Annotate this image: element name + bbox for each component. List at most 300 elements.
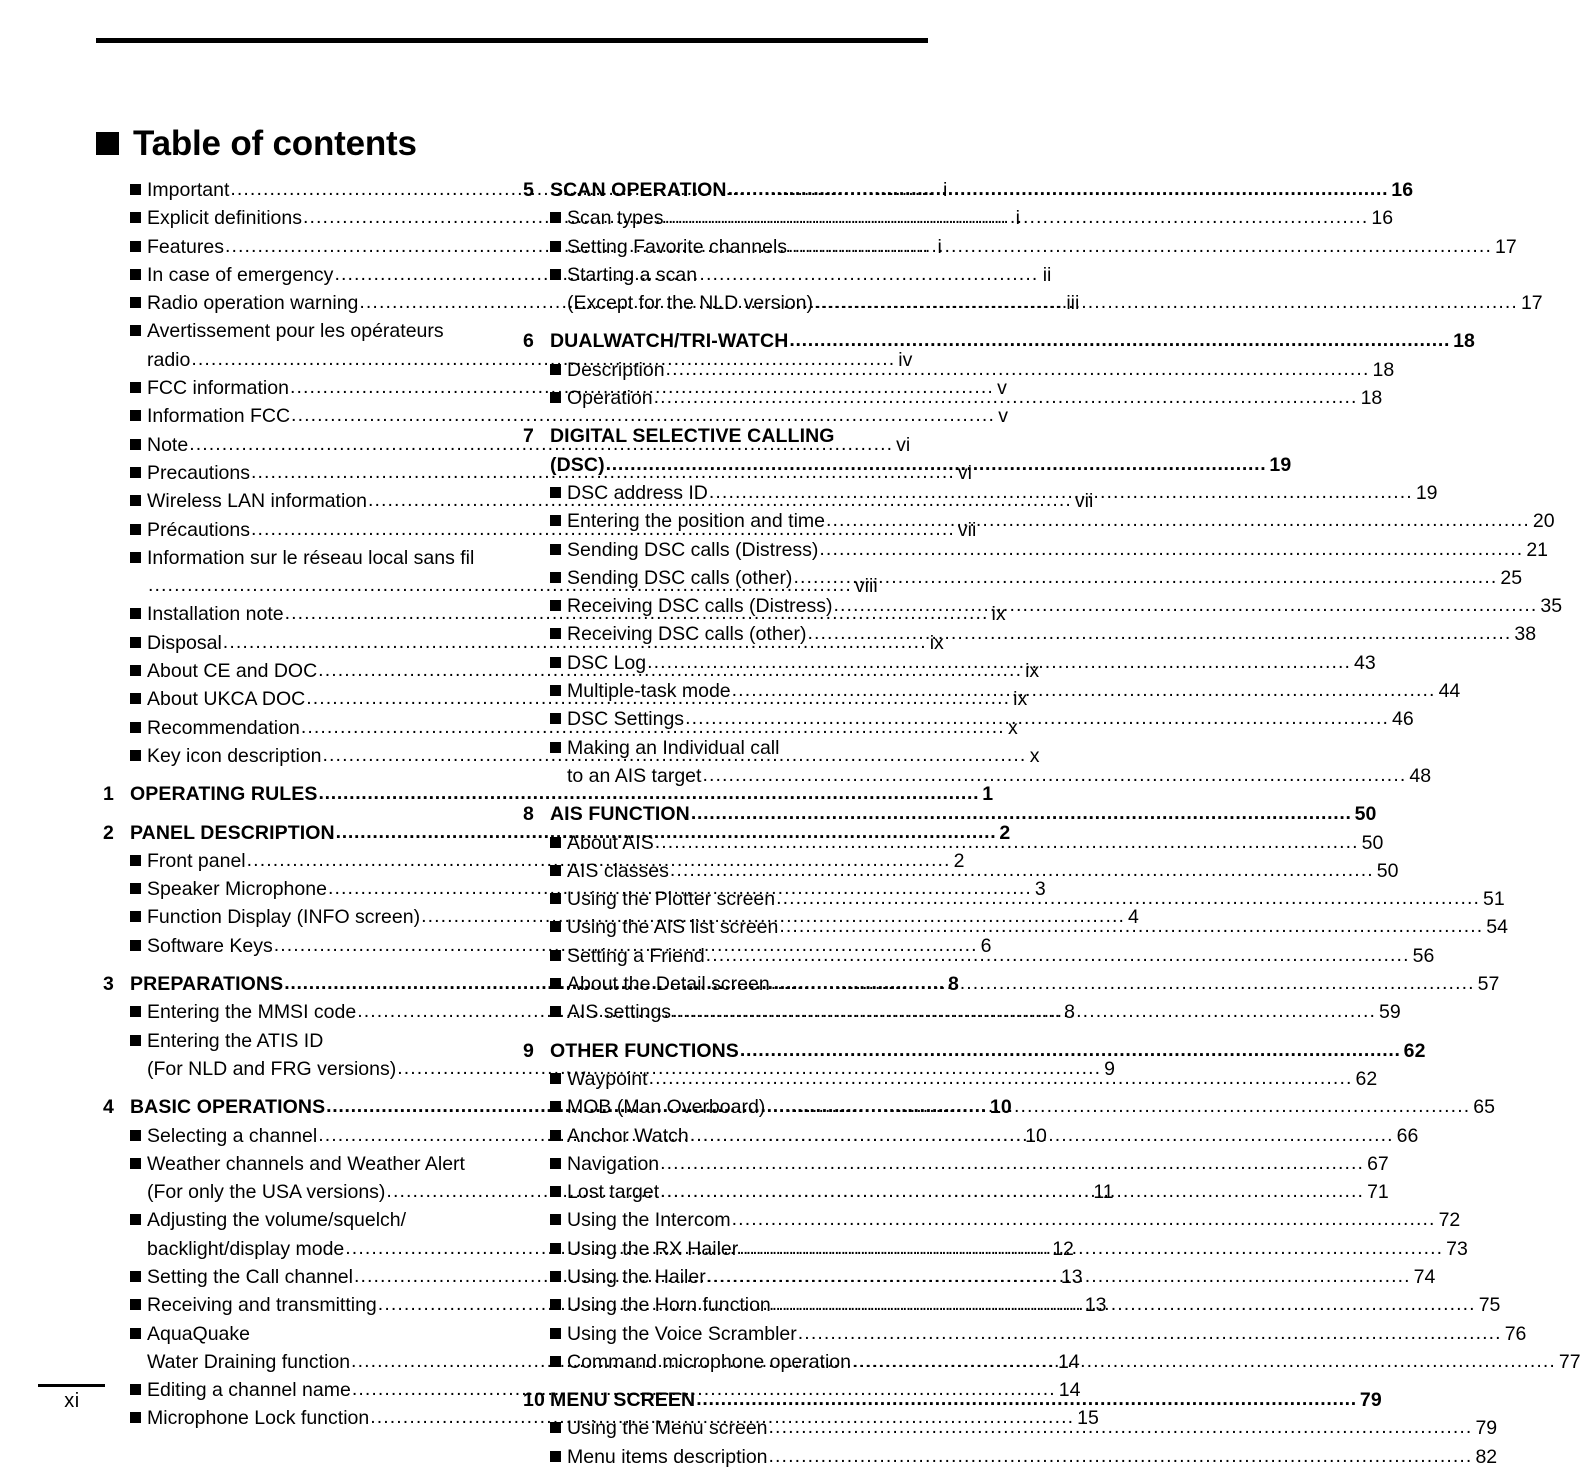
toc-entry[interactable] (103, 402, 1008, 430)
entry-label: Editing a channel name (147, 1379, 351, 1402)
toc-entry[interactable] (103, 1150, 523, 1178)
entry-label: MENU SCREEN (550, 1389, 696, 1412)
page-number: ix (991, 603, 1006, 626)
dot-leader (826, 506, 1530, 534)
entry-label: Function Display (INFO screen) (147, 906, 421, 929)
chapter-number: 8 (523, 803, 534, 826)
page-number: ix (929, 631, 944, 654)
square-bullet-icon (550, 685, 561, 696)
entry-label: Lost target (567, 1181, 660, 1204)
page-number: 79 (1475, 1417, 1498, 1440)
entry-label: Key icon description (147, 744, 322, 767)
entry-label: DSC Log (567, 651, 647, 674)
page-number: 43 (1354, 651, 1376, 674)
square-bullet-icon (130, 325, 141, 336)
square-bullet-icon (550, 600, 561, 611)
square-bullet-icon (130, 1214, 141, 1225)
page-number: 56 (1412, 944, 1435, 967)
entry-label: Receiving and transmitting (147, 1294, 377, 1317)
entry-label: About CE and DOC (147, 660, 318, 683)
page-number: 13 (1084, 1294, 1107, 1317)
page-title (96, 126, 417, 161)
dot-leader (664, 203, 1368, 231)
square-bullet-icon (550, 1328, 561, 1339)
square-bullet-icon (130, 1271, 141, 1282)
entry-label: Recommendation (147, 716, 300, 739)
entry-label: Entering the position and time (567, 510, 825, 533)
dot-leader (732, 1205, 1436, 1233)
entry-label: OTHER FUNCTIONS (550, 1039, 739, 1062)
toc-entry[interactable] (103, 1206, 523, 1234)
page-number: iii (1066, 292, 1080, 315)
square-bullet-icon (96, 132, 119, 155)
dot-leader (798, 1319, 1502, 1347)
entry-label: Starting a scan (567, 263, 698, 286)
toc-chapter-group (103, 780, 994, 808)
entry-label: DIGITAL SELECTIVE CALLING (550, 425, 835, 448)
entry-label: Speaker Microphone (147, 878, 327, 901)
page-number: 17 (1520, 292, 1543, 315)
page-number: 62 (1403, 1039, 1426, 1062)
page-number: 50 (1376, 859, 1399, 882)
page-number: iv (898, 348, 913, 371)
square-bullet-icon (130, 1384, 141, 1395)
dot-leader (766, 1092, 1470, 1120)
entry-label: PREPARATIONS (130, 973, 284, 996)
dot-leader (709, 478, 1413, 506)
square-bullet-icon (130, 410, 141, 421)
page-number: 50 (1361, 831, 1384, 854)
dot-leader (769, 1413, 1473, 1441)
chapter-number: 3 (103, 973, 114, 996)
entry-label: Weather channels and Weather Alert (147, 1152, 465, 1175)
square-bullet-icon (550, 1158, 561, 1169)
square-bullet-icon (130, 1412, 141, 1423)
square-bullet-icon (130, 1328, 141, 1339)
square-bullet-icon (550, 487, 561, 498)
dot-leader (660, 1177, 1364, 1205)
square-bullet-icon (130, 1130, 141, 1141)
toc-entry[interactable] (523, 1206, 1461, 1234)
page-number: 18 (1372, 358, 1395, 381)
entry-label: AIS FUNCTION (550, 803, 690, 826)
page-number: 9 (1104, 1057, 1116, 1080)
page-number: ix (1013, 688, 1028, 711)
square-bullet-icon (550, 628, 561, 639)
dot-leader (647, 648, 1351, 676)
toc-columns (0, 176, 1581, 1471)
page-number: 14 (1057, 1350, 1080, 1373)
entry-label: Front panel (147, 849, 246, 872)
entry-label: Receiving DSC calls (Distress) (567, 595, 833, 618)
entry-label: SCAN OPERATION (550, 179, 727, 201)
page-number: 82 (1475, 1445, 1498, 1468)
entry-label: Using the Hailer (567, 1265, 706, 1288)
page-number: 71 (1367, 1181, 1389, 1204)
square-bullet-icon (550, 364, 561, 375)
page-number: i (1015, 207, 1020, 230)
square-bullet-icon (550, 1130, 561, 1141)
square-bullet-icon (550, 241, 561, 252)
square-bullet-icon (550, 893, 561, 904)
entry-label: Explicit definitions (147, 207, 302, 230)
chapter-number: 9 (523, 1039, 534, 1062)
page-number: 51 (1483, 888, 1505, 911)
square-bullet-icon (550, 1422, 561, 1433)
entry-label: Sending DSC calls (other) (567, 566, 793, 589)
square-bullet-icon (550, 921, 561, 932)
page-number: 59 (1378, 1001, 1401, 1024)
square-bullet-icon (130, 297, 141, 308)
dot-leader (685, 704, 1389, 732)
entry-label: Water Draining function (147, 1350, 351, 1373)
entry-label: Description (567, 358, 665, 381)
dot-leader (814, 288, 1518, 316)
entry-label: Multiple-task mode (567, 680, 731, 703)
page-title-text: Table of contents (133, 124, 417, 163)
top-rule (96, 38, 928, 43)
dot-leader (819, 535, 1523, 563)
page-number: vii (957, 518, 977, 541)
entry-label: Using the Menu screen (567, 1417, 768, 1440)
entry-label: Disposal (147, 631, 222, 654)
dot-leader (779, 912, 1483, 940)
entry-label: DSC address ID (567, 481, 708, 504)
page-number: 48 (1409, 764, 1432, 787)
entry-label: AIS classes (567, 859, 669, 882)
square-bullet-icon (550, 1006, 561, 1017)
square-bullet-icon (130, 184, 141, 195)
entry-label: Command microphone operation (567, 1350, 851, 1373)
square-bullet-icon (550, 837, 561, 848)
page-number: x (1008, 716, 1018, 739)
entry-label: Setting the Call channel (147, 1265, 353, 1288)
square-bullet-icon (130, 855, 141, 866)
toc-entry[interactable] (103, 1320, 523, 1348)
page-number: viii (854, 575, 878, 598)
page-number: 66 (1396, 1124, 1419, 1147)
dot-leader (148, 571, 852, 599)
dot-leader (666, 355, 1370, 383)
square-bullet-icon (550, 212, 561, 223)
page-number: i (937, 235, 942, 258)
entry-label: About UKCA DOC (147, 688, 306, 711)
page-number: 21 (1526, 538, 1549, 561)
page-number: 11 (1093, 1181, 1114, 1204)
square-bullet-icon (130, 467, 141, 478)
entry-label: MOB (Man Overboard) (567, 1096, 766, 1119)
dot-leader (696, 1385, 1357, 1413)
entry-label: About the Detail screen (567, 973, 770, 996)
square-bullet-icon (130, 269, 141, 280)
entry-label: Selecting a channel (147, 1124, 318, 1147)
square-bullet-icon (130, 241, 141, 252)
square-bullet-icon (130, 1299, 141, 1310)
entry-label: (For NLD and FRG versions) (147, 1057, 397, 1080)
entry-label: to an AIS target (567, 764, 702, 787)
dot-leader (334, 260, 1038, 288)
page-number: vi (896, 433, 911, 456)
square-bullet-icon (130, 524, 141, 535)
page-number: 1 (982, 783, 994, 806)
square-bullet-icon (550, 1214, 561, 1225)
entry-label: AquaQuake (147, 1322, 250, 1345)
entry-label: Setting a Friend (567, 944, 705, 967)
page-number: 13 (1060, 1265, 1083, 1288)
entry-label: Précautions (147, 518, 250, 541)
page-number: 17 (1494, 235, 1517, 258)
dot-leader (655, 828, 1359, 856)
toc-entry[interactable] (103, 1027, 523, 1055)
page-number: ix (1025, 660, 1040, 683)
entry-label: Installation note (147, 603, 284, 626)
dot-leader (702, 761, 1406, 789)
page-number: 73 (1446, 1237, 1468, 1260)
square-bullet-icon (550, 1299, 561, 1310)
square-bullet-icon (550, 865, 561, 876)
entry-label: Using the Intercom (567, 1209, 731, 1232)
entry-label: Information FCC (147, 405, 291, 428)
page-number: 12 (1052, 1237, 1074, 1260)
chapter-number: 1 (103, 783, 114, 806)
entry-label: BASIC OPERATIONS (130, 1096, 326, 1119)
page-number: 10 (1025, 1124, 1047, 1147)
page-number: 46 (1391, 708, 1414, 731)
entry-label: About AIS (567, 831, 654, 854)
square-bullet-icon (550, 1243, 561, 1254)
dot-leader (772, 1290, 1476, 1318)
entry-label: Menu items description (567, 1445, 768, 1468)
entry-label: Wireless LAN information (147, 490, 367, 513)
entry-label: AIS settings (567, 1001, 672, 1024)
entry-label: Radio operation warning (147, 292, 359, 315)
entry-label: FCC information (147, 377, 289, 400)
dot-leader (732, 676, 1436, 704)
page-number: 8 (947, 973, 959, 996)
page-number: 25 (1500, 566, 1523, 589)
dot-leader (740, 1036, 1401, 1064)
page-number: 57 (1477, 973, 1500, 996)
square-bullet-icon (550, 1356, 561, 1367)
entry-label: DSC Settings (567, 708, 685, 731)
square-bullet-icon (550, 572, 561, 583)
entry-label: Anchor Watch (567, 1124, 689, 1147)
dot-leader (691, 799, 1352, 827)
entry-label: OPERATING RULES (130, 783, 318, 806)
entry-label: Sending DSC calls (Distress) (567, 538, 819, 561)
entry-label: (DSC) (550, 453, 605, 476)
page-number: 10 (989, 1096, 1012, 1119)
dot-leader (833, 591, 1537, 619)
chapter-number: 5 (523, 179, 534, 201)
dot-leader (776, 884, 1480, 912)
square-bullet-icon (550, 515, 561, 526)
page-number: 4 (1128, 906, 1139, 929)
page-number: 38 (1514, 623, 1537, 646)
page-number: 6 (980, 934, 992, 957)
dot-leader (706, 941, 1410, 969)
page-number: vi (957, 461, 972, 484)
entry-label: Note (147, 433, 189, 456)
square-bullet-icon (550, 1073, 561, 1084)
page-number: 8 (1064, 1001, 1075, 1024)
square-bullet-icon (550, 1186, 561, 1197)
square-bullet-icon (130, 693, 141, 704)
page-number: 72 (1438, 1209, 1461, 1232)
dot-leader (660, 1149, 1364, 1177)
dot-leader (793, 563, 1497, 591)
square-bullet-icon (130, 608, 141, 619)
toc-entry[interactable] (523, 1150, 1389, 1178)
square-bullet-icon (130, 637, 141, 648)
page-number: vii (1074, 490, 1094, 513)
entry-label: Entering the MMSI code (147, 1001, 357, 1024)
square-bullet-icon (550, 978, 561, 989)
dot-leader (739, 1234, 1443, 1262)
entry-label: Navigation (567, 1152, 660, 1175)
dot-leader (808, 619, 1512, 647)
square-bullet-icon (130, 439, 141, 450)
dot-leader (769, 1442, 1473, 1470)
square-bullet-icon (130, 911, 141, 922)
dot-leader (771, 969, 1475, 997)
page-number: v (997, 377, 1007, 400)
toc-entry[interactable] (523, 1443, 1498, 1471)
page-number: 2 (953, 849, 965, 872)
entry-label: In case of emergency (147, 263, 334, 286)
chapter-number: 4 (103, 1096, 114, 1119)
toc-entry[interactable] (103, 544, 523, 572)
chapter-number: 6 (523, 330, 534, 353)
entry-label: Using the RX Hailer (567, 1237, 739, 1260)
page-number: 74 (1413, 1265, 1436, 1288)
page-number: 35 (1540, 595, 1563, 618)
dot-leader (690, 1121, 1394, 1149)
page-number: 75 (1478, 1294, 1501, 1317)
page-number: 18 (1360, 387, 1383, 410)
entry-label: Entering the ATIS ID (147, 1029, 324, 1052)
dot-leader (670, 856, 1374, 884)
chapter-number: 7 (523, 425, 534, 448)
page-number: 20 (1532, 510, 1555, 533)
entry-label: PANEL DESCRIPTION (130, 821, 335, 844)
entry-label: Precautions (147, 461, 250, 484)
dot-leader (606, 450, 1267, 478)
entry-label: Waypoint (567, 1067, 648, 1090)
square-bullet-icon (550, 392, 561, 403)
entry-label: Software Keys (147, 934, 273, 957)
square-bullet-icon (130, 1035, 141, 1046)
square-bullet-icon (130, 382, 141, 393)
entry-label: Microphone Lock function (147, 1407, 370, 1430)
entry-label: Using the AIS list screen (567, 916, 779, 939)
square-bullet-icon (130, 722, 141, 733)
entry-label: Using the Horn function (567, 1294, 771, 1317)
square-bullet-icon (130, 552, 141, 563)
page-number: 67 (1367, 1152, 1389, 1175)
square-bullet-icon (130, 883, 141, 894)
page-number: ii (1042, 263, 1052, 286)
page-number: 54 (1486, 916, 1508, 939)
toc-entry[interactable] (523, 1320, 1527, 1348)
page-number: 18 (1453, 330, 1475, 353)
page-number: 62 (1355, 1067, 1378, 1090)
entry-label: Operation (567, 387, 653, 410)
square-bullet-icon (130, 1006, 141, 1017)
entry-label: (For only the USA versions) (147, 1181, 386, 1204)
entry-label: Scan types (567, 207, 664, 230)
square-bullet-icon (550, 713, 561, 724)
entry-label: DUALWATCH/TRI-WATCH (550, 330, 789, 353)
square-bullet-icon (550, 657, 561, 668)
square-bullet-icon (130, 1158, 141, 1169)
dot-leader (788, 232, 1492, 260)
entry-label: Setting Favorite channels (567, 235, 788, 258)
dot-leader (672, 997, 1376, 1025)
page-number: 14 (1058, 1379, 1081, 1402)
chapter-number: 2 (103, 821, 114, 844)
entry-label: Making an Individual call (567, 736, 780, 759)
page-number: 44 (1438, 680, 1461, 703)
square-bullet-icon (130, 495, 141, 506)
dot-leader (707, 1262, 1411, 1290)
page-number: 2 (999, 821, 1011, 844)
page-number: 76 (1504, 1322, 1527, 1345)
entry-label: Receiving DSC calls (other) (567, 623, 807, 646)
toc-chapter-entry[interactable] (103, 780, 994, 808)
page-number: x (1029, 744, 1040, 767)
page-number: 19 (1415, 481, 1438, 504)
square-bullet-icon (130, 940, 141, 951)
dot-leader (654, 383, 1358, 411)
entry-label: radio (147, 348, 191, 371)
square-bullet-icon (550, 544, 561, 555)
page-number: v (998, 405, 1008, 428)
page-number: 16 (1391, 179, 1414, 201)
toc-entry[interactable] (103, 317, 523, 345)
dot-leader (852, 1347, 1556, 1375)
square-bullet-icon (130, 665, 141, 676)
dot-leader (789, 326, 1450, 354)
page-number: 3 (1034, 878, 1046, 901)
page-number: 77 (1558, 1350, 1581, 1373)
footer-page-number: xi (64, 1390, 80, 1412)
footer-rule (38, 1384, 105, 1387)
entry-label: Using the Voice Scrambler (567, 1322, 797, 1345)
square-bullet-icon (550, 1271, 561, 1282)
page-number: i (942, 179, 948, 201)
entry-label: Adjusting the volume/squelch/ (147, 1209, 407, 1232)
dot-leader (728, 175, 1389, 203)
entry-label: Important (147, 179, 230, 201)
page-number: 19 (1269, 453, 1292, 476)
square-bullet-icon (130, 750, 141, 761)
entry-label: backlight/display mode (147, 1237, 345, 1260)
page-number: 15 (1077, 1407, 1099, 1430)
square-bullet-icon (550, 1101, 561, 1112)
page-number: 65 (1473, 1096, 1495, 1119)
entry-label: Features (147, 235, 224, 258)
entry-label: Avertissement pour les opérateurs (147, 320, 444, 343)
page-number: 16 (1371, 207, 1394, 230)
page-number: 79 (1359, 1389, 1382, 1412)
page-number: 50 (1354, 803, 1377, 826)
entry-label: Information sur le réseau local sans fil (147, 546, 475, 569)
square-bullet-icon (130, 212, 141, 223)
entry-label: (Except for the NLD version) (567, 292, 814, 315)
square-bullet-icon (550, 742, 561, 753)
square-bullet-icon (550, 950, 561, 961)
